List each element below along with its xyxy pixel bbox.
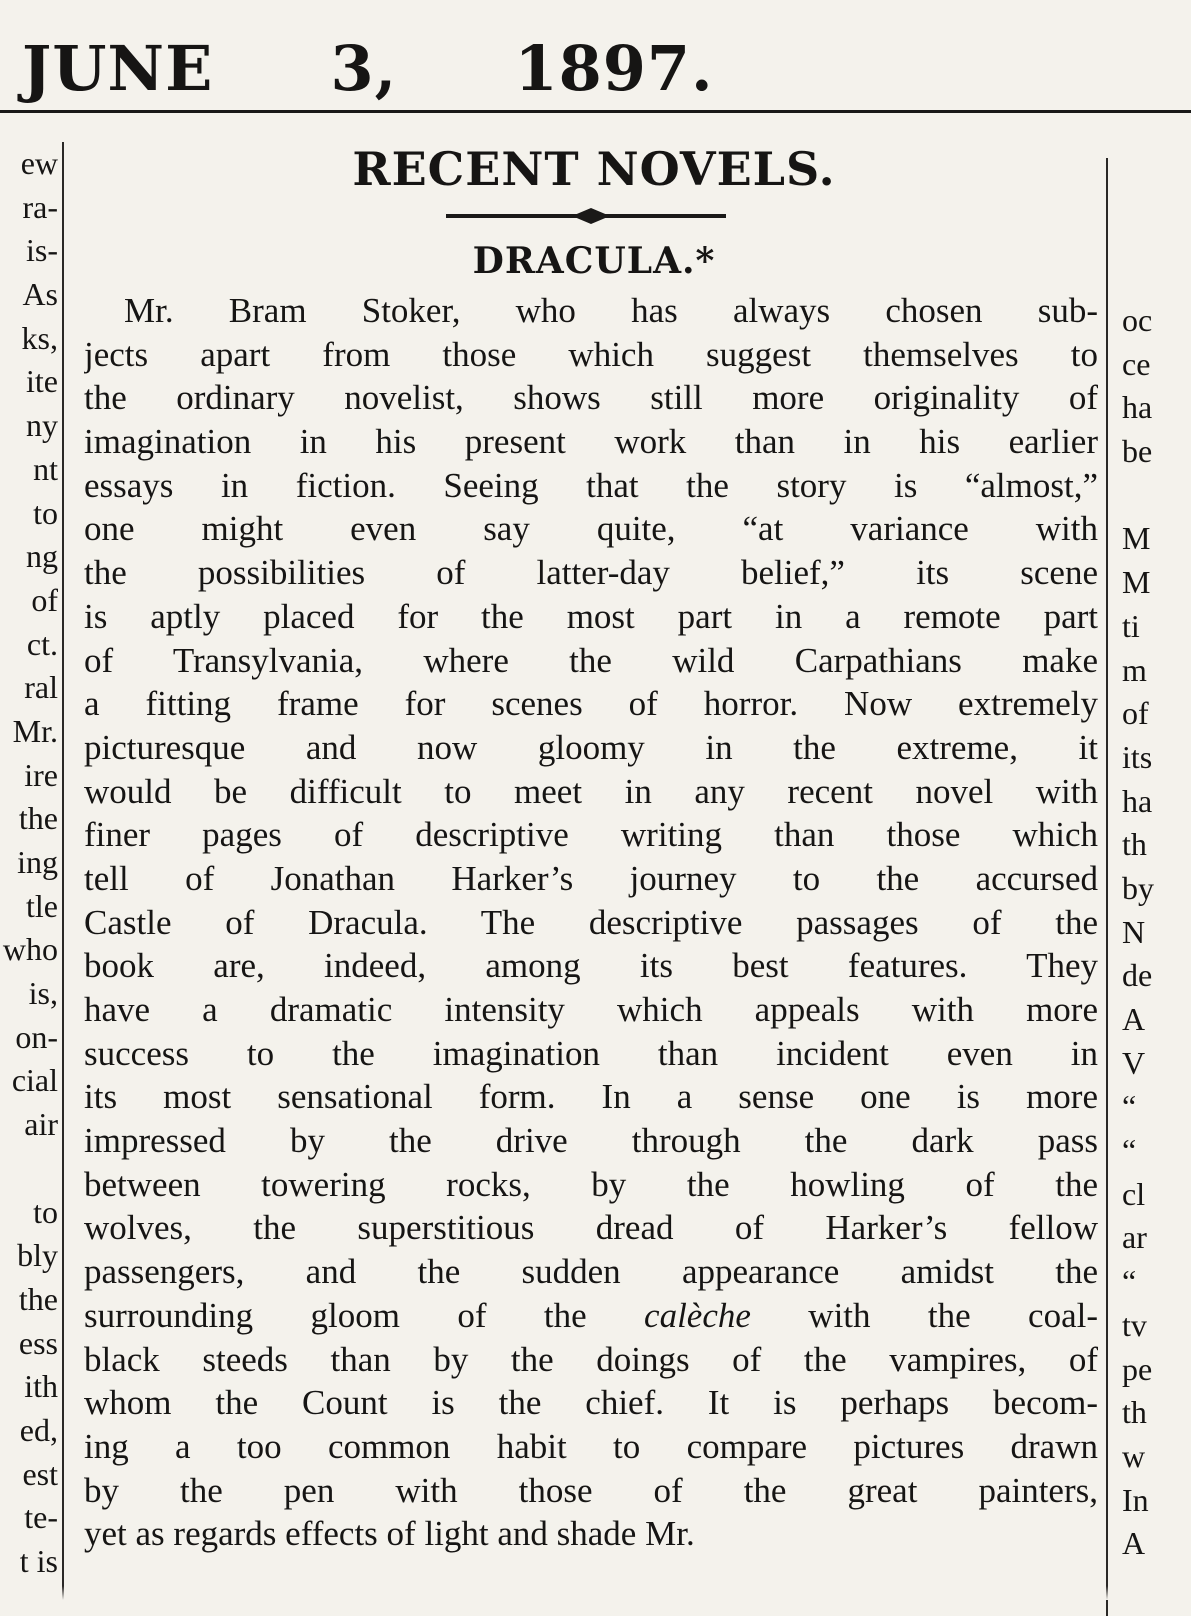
column-fragment: ra- xyxy=(22,188,58,225)
article-line: passengers, and the sudden appearance amidst the xyxy=(84,1252,1098,1292)
column-fragment: th xyxy=(1122,826,1147,863)
article-line: book are, indeed, among its best features. They xyxy=(84,946,1098,986)
column-fragment: “ xyxy=(1122,1132,1137,1169)
masthead-year: 1897. xyxy=(514,32,714,105)
page-bottom-edge xyxy=(0,1586,1191,1600)
column-fragment: ire xyxy=(24,756,58,793)
column-fragment: tle xyxy=(26,887,58,924)
article-line: wolves, the superstitious dread of Harker’s fellow xyxy=(84,1208,1098,1248)
column-fragment: est xyxy=(22,1455,58,1492)
article-line: ing a too common habit to compare pictures drawn xyxy=(84,1426,1098,1466)
article-line: Castle of Dracula. The descriptive passages of the xyxy=(84,902,1098,942)
article-line: between towering rocks, by the howling of the xyxy=(84,1164,1098,1204)
column-fragment: M xyxy=(1122,520,1151,557)
column-fragment: ite xyxy=(26,363,58,400)
column-fragment: Mr. xyxy=(12,712,58,749)
column-fragment: of xyxy=(1122,695,1149,732)
article-line: would be difficult to meet in any recent novel with xyxy=(84,771,1098,811)
column-fragment: cl xyxy=(1122,1175,1146,1212)
article-line: finer pages of descriptive writing than those which xyxy=(84,815,1098,855)
column-fragment: “ xyxy=(1122,1263,1137,1300)
column-fragment: be xyxy=(1122,433,1153,470)
column-fragment: by xyxy=(1122,869,1154,906)
column-fragment: its xyxy=(1122,738,1153,775)
masthead-rule xyxy=(0,110,1191,113)
article-line: have a dramatic intensity which appeals with more xyxy=(84,990,1098,1029)
masthead-month: JUNE xyxy=(22,32,214,105)
column-fragment: M xyxy=(1122,564,1151,601)
column-fragment: on- xyxy=(15,1018,58,1055)
column-fragment: de xyxy=(1122,957,1153,994)
column-fragment: w xyxy=(1122,1437,1146,1474)
column-fragment: t is xyxy=(19,1543,58,1579)
article-line: yet as regards effects of light and shade Mr. xyxy=(84,1514,695,1554)
column-fragment: pe xyxy=(1122,1350,1153,1387)
column-fragment: A xyxy=(1122,1001,1146,1037)
column-fragment xyxy=(1122,474,1191,518)
column-fragment: te- xyxy=(24,1499,58,1536)
article-line: one might even say quite, “at variance with xyxy=(84,509,1098,549)
article-body xyxy=(84,289,1098,1556)
column-fragment: In xyxy=(1122,1481,1149,1518)
column-fragment: As xyxy=(22,276,58,313)
column-fragment: ral xyxy=(24,669,58,706)
column-fragment: A xyxy=(1122,1525,1146,1562)
article-line: whom the Count is the chief. It is perhaps becom- xyxy=(84,1383,1098,1423)
column-fragment: “ xyxy=(1122,1088,1137,1125)
column-fragment: the xyxy=(18,1280,58,1317)
column-fragment: ng xyxy=(26,538,58,575)
column-fragment: ith xyxy=(24,1368,58,1405)
article-line: the possibilities of latter-day belief,” its scene xyxy=(84,553,1098,593)
article-line: is aptly placed for the most part in a remote part xyxy=(84,596,1098,636)
article-line: imagination in his present work than in his earlier xyxy=(84,422,1098,462)
column-fragment: ha xyxy=(1122,389,1153,426)
article-line: impressed by the drive through the dark pass xyxy=(84,1121,1098,1161)
right-column-divider xyxy=(1106,158,1108,1616)
column-fragment: N xyxy=(1122,913,1146,950)
column-fragment: air xyxy=(24,1106,58,1143)
article-line: by the pen with those of the great painters, xyxy=(84,1470,1098,1510)
section-title: RECENT NOVELS. xyxy=(352,142,836,196)
column-fragment: ti xyxy=(1122,607,1140,644)
column-fragment: ess xyxy=(18,1324,58,1361)
article-line: its most sensational form. In a sense one is more xyxy=(84,1077,1098,1117)
article-title: DRACULA.* xyxy=(472,240,716,282)
column-fragment: m xyxy=(1122,651,1147,688)
column-fragment: nt xyxy=(33,450,58,487)
column-fragment: V xyxy=(1122,1044,1146,1081)
column-fragment: to xyxy=(33,1193,58,1230)
column-fragment: is, xyxy=(28,975,58,1012)
column-fragment: ar xyxy=(1122,1219,1147,1256)
column-fragment: tv xyxy=(1122,1306,1147,1343)
column-fragment: ct. xyxy=(26,625,58,662)
article-line: a fitting frame for scenes of horror. Now extremely xyxy=(84,684,1098,724)
column-fragment: ing xyxy=(17,844,58,880)
column-fragment: th xyxy=(1122,1394,1147,1431)
column-fragment: to xyxy=(33,494,58,531)
column-fragment: who xyxy=(2,931,58,968)
article-line: essays in fiction. Seeing that the story is “almost,” xyxy=(84,465,1098,505)
left-column-divider xyxy=(62,142,64,1600)
article-line: Mr. Bram Stoker, who has always chosen sub- xyxy=(124,291,1098,330)
ornament-divider xyxy=(446,206,726,226)
column-fragment: ce xyxy=(1122,345,1151,382)
article-line: tell of Jonathan Harker’s journey to the accursed xyxy=(84,858,1098,898)
column-fragment: ha xyxy=(1122,782,1153,819)
column-fragment: ks, xyxy=(21,319,58,356)
article-line: success to the imagination than incident even in xyxy=(84,1033,1098,1073)
article-line: picturesque and now gloomy in the extreme, it xyxy=(84,727,1098,767)
column-fragment: ew xyxy=(20,145,58,181)
column-fragment: bly xyxy=(17,1237,58,1274)
column-fragment: oc xyxy=(1122,302,1153,338)
column-fragment xyxy=(0,1147,58,1191)
article-line: jects apart from those which suggest themselves to xyxy=(84,334,1098,374)
column-fragment: ny xyxy=(26,407,58,444)
column-fragment: ed, xyxy=(19,1411,58,1448)
masthead-day: 3, xyxy=(330,32,398,105)
article-line: of Transylvania, where the wild Carpathians make xyxy=(84,640,1098,680)
masthead-date xyxy=(22,32,714,105)
left-column-fragments xyxy=(0,142,58,1584)
column-fragment: cial xyxy=(11,1062,58,1099)
column-fragment: of xyxy=(31,581,58,618)
article-line: surrounding gloom of the calèche with the coal- xyxy=(84,1295,1098,1335)
article-line: black steeds than by the doings of the vampires, of xyxy=(84,1339,1098,1379)
right-column-fragments xyxy=(1122,299,1191,1566)
column-fragment: the xyxy=(18,800,58,837)
article-line: the ordinary novelist, shows still more originality of xyxy=(84,378,1098,418)
column-fragment: is- xyxy=(26,232,58,269)
